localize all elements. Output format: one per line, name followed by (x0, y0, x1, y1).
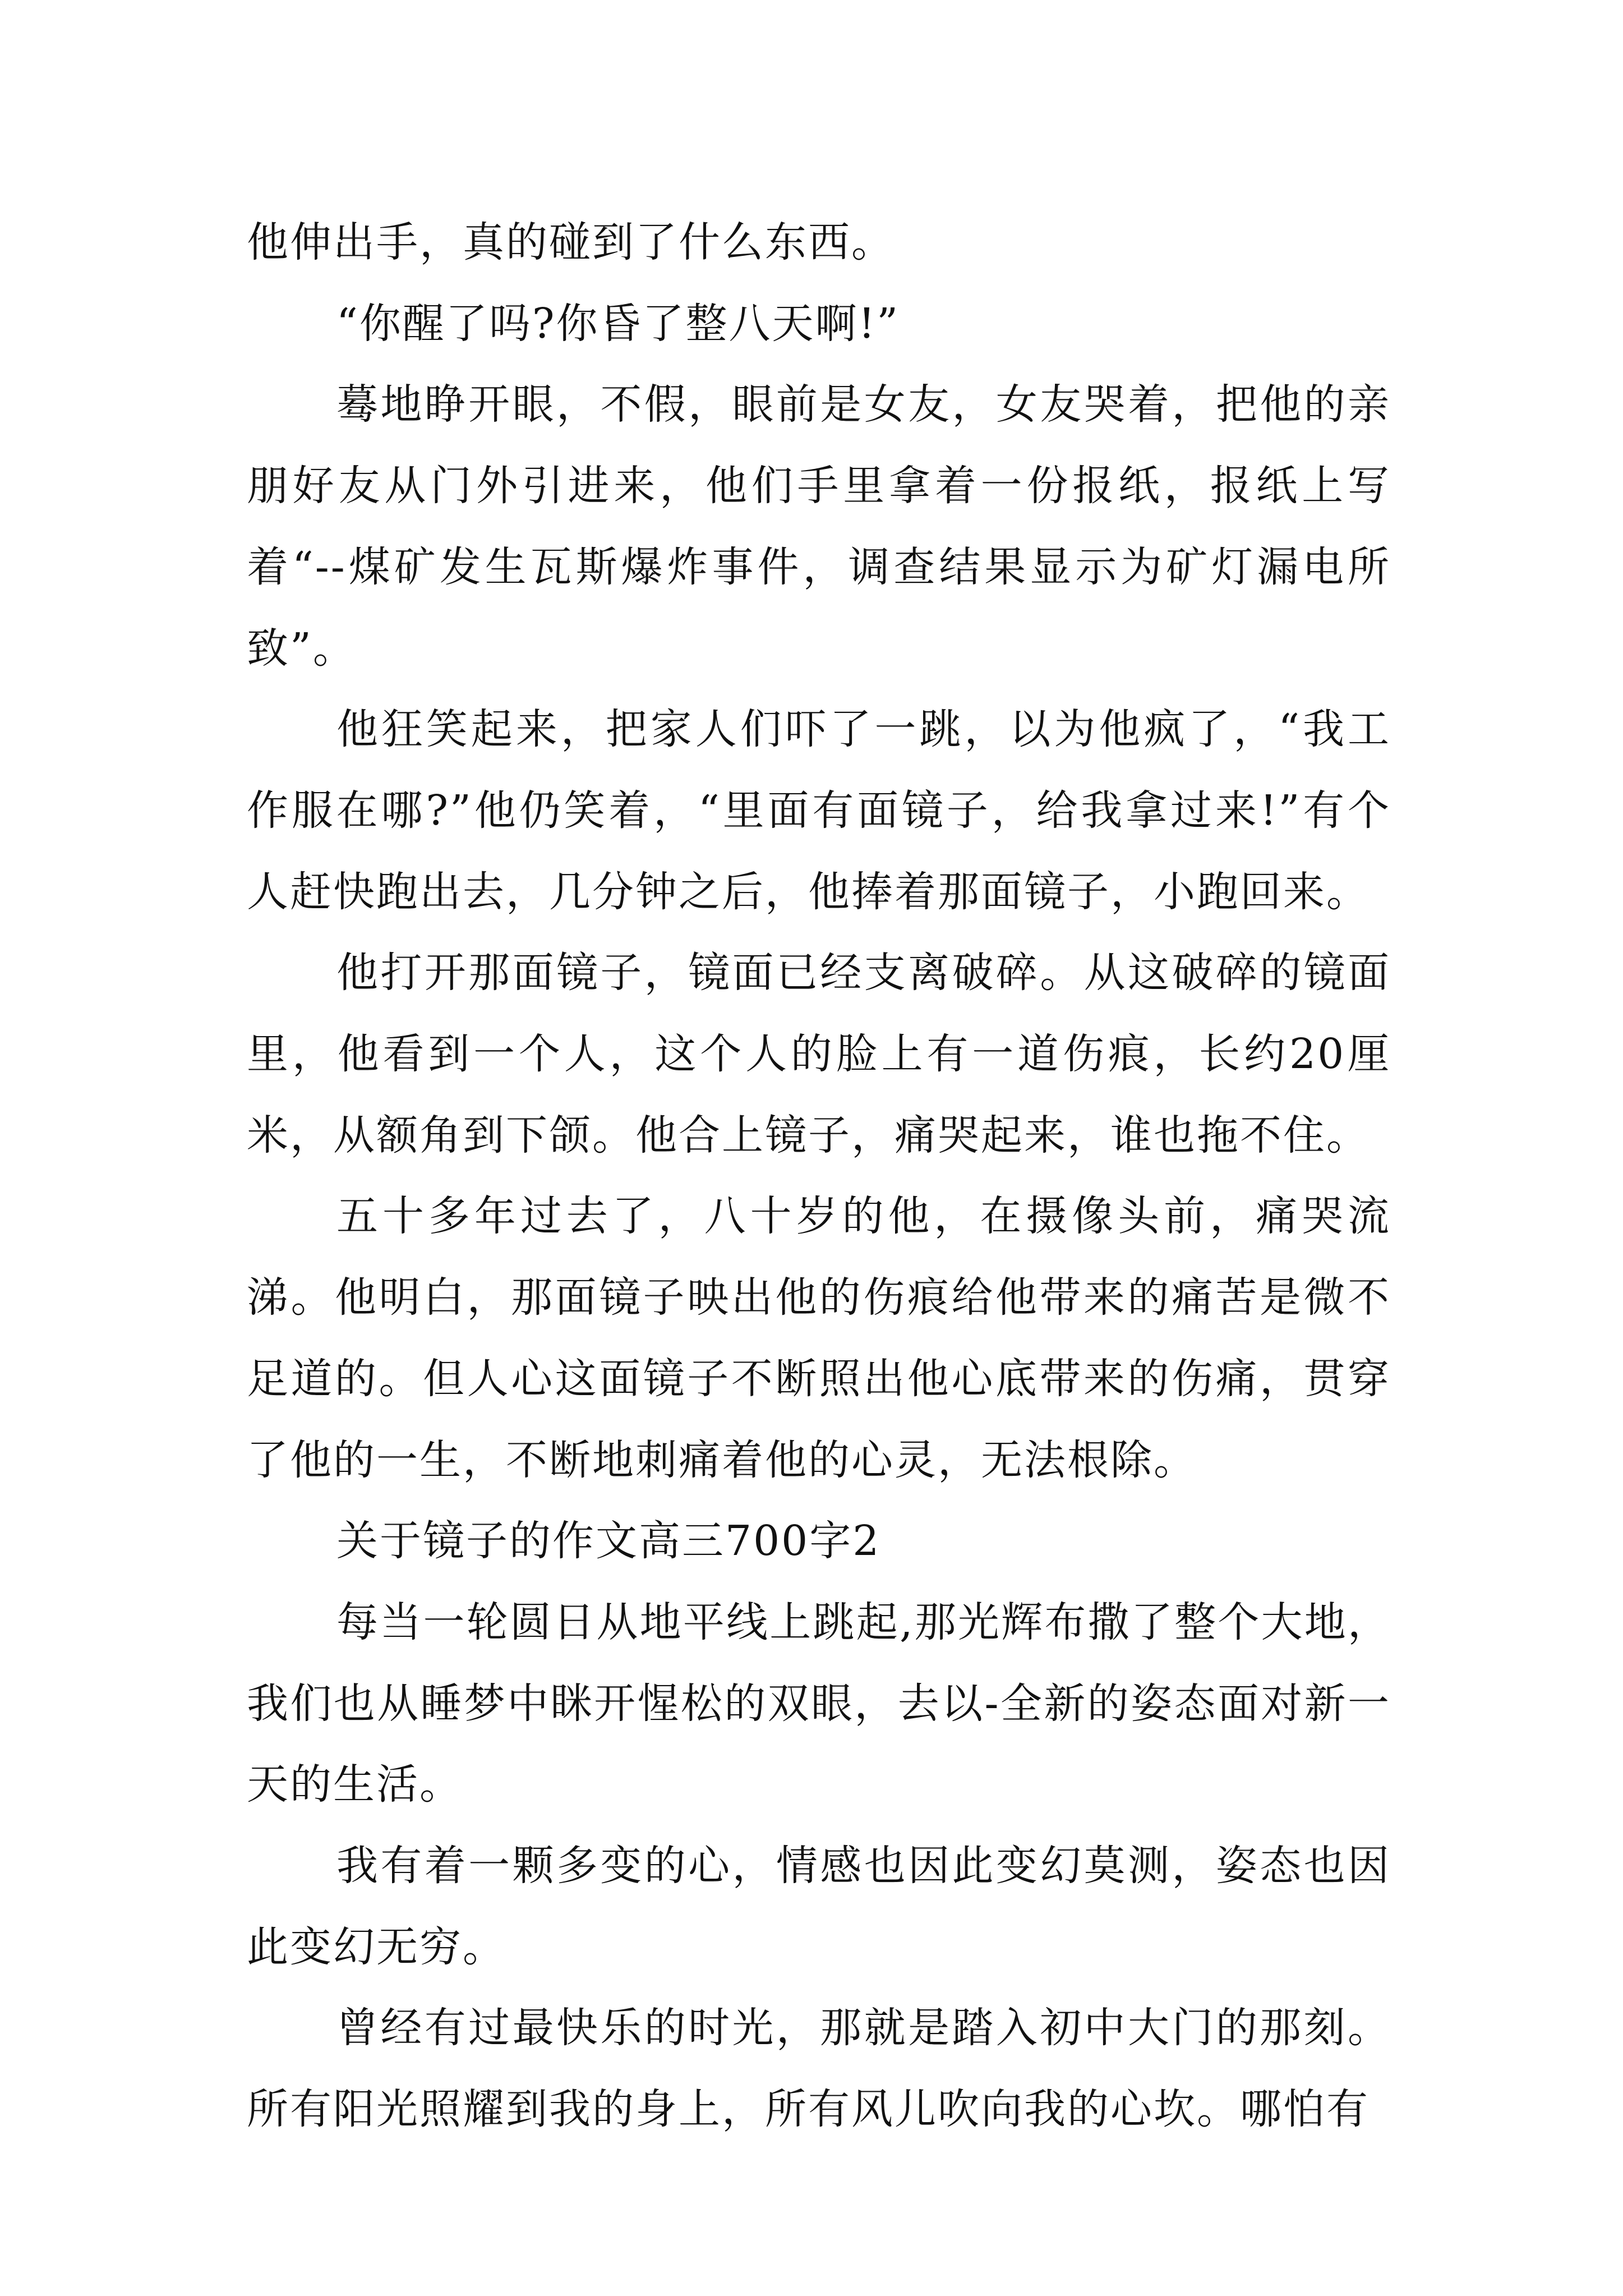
document-body (247, 202, 1391, 2150)
paragraph: 每当一轮圆日从地平线上跳起,那光辉布撒了整个大地，我们也从睡梦中眯开惺松的双眼，去以-全新的姿态面对新一天的生活。 (247, 1598, 1391, 1809)
paragraph: “你醒了吗?你昏了整八天啊!” (336, 299, 900, 348)
paragraph: 五十多年过去了，八十岁的他，在摄像头前，痛哭流涕。他明白，那面镜子映出他的伤痕给他带来的痛苦是微不足道的。但人心这面镜子不断照出他心底带来的伤痛，贯穿了他的一生，不断地刺痛着他的心灵，无法根除。 (247, 1192, 1391, 1484)
paragraph: 蓦地睁开眼，不假，眼前是女友，女友哭着，把他的亲朋好友从门外引进来，他们手里拿着一份报纸，报纸上写着“--煤矿发生瓦斯爆炸事件，调查结果显示为矿灯漏电所致”。 (247, 380, 1391, 673)
paragraph: 他狂笑起来，把家人们吓了一跳，以为他疯了，“我工作服在哪?”他仍笑着，“里面有面镜子，给我拿过来!”有个人赶快跑出去，几分钟之后，他捧着那面镜子，小跑回来。 (247, 705, 1391, 916)
section-heading: 关于镜子的作文高三700字2 (336, 1517, 881, 1566)
paragraph: 我有着一颗多变的心，情感也因此变幻莫测，姿态也因此变幻无穷。 (247, 1842, 1391, 1971)
paragraph: 他伸出手，真的碰到了什么东西。 (247, 218, 895, 266)
paragraph: 他打开那面镜子，镜面已经支离破碎。从这破碎的镜面里，他看到一个人，这个人的脸上有一道伤痕，长约20厘米，从额角到下颌。他合上镜子，痛哭起来，谁也拖不住。 (247, 949, 1391, 1159)
paragraph: 曾经有过最快乐的时光，那就是踏入初中大门的那刻。所有阳光照耀到我的身上，所有风儿吹向我的心坎。哪怕有 (247, 2004, 1391, 2134)
